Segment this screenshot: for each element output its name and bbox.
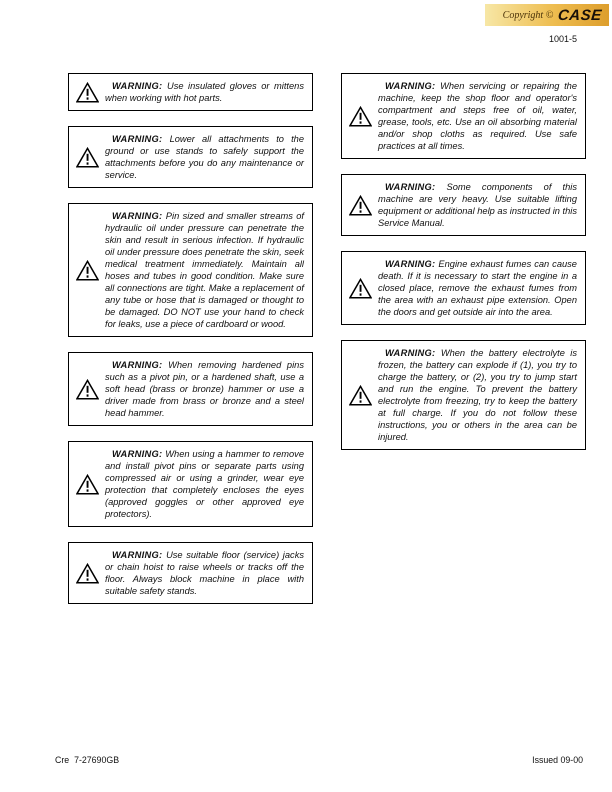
warning-box	[341, 73, 586, 159]
warning-text	[378, 347, 577, 443]
warning-text	[105, 549, 304, 597]
warning-body: Lower all attachments to the ground or use stands to safely support the attachments before you do any maintenance or service.	[105, 134, 304, 180]
warning-text	[105, 448, 304, 520]
warning-box	[68, 352, 313, 426]
warning-triangle-icon	[75, 147, 99, 168]
warning-body: Use suitable floor (service) jacks or chain hoist to raise wheels or tracks off the floor. Always block machine in place with suitable safety stands.	[105, 550, 304, 596]
warning-text	[105, 80, 304, 104]
warning-body: Pin sized and smaller streams of hydraulic oil under pressure can penetrate the skin and result in serious infection. If hydraulic oil under pressure does penetrate the skin, seek medical treatment immediately. Maintain all hoses and tubes in good condition. Make sure all connections are tight. Make a replacement of any tube or hose that is damaged or thought to be damaged. DO NOT use your hand to check for leaks, use a piece of cardboard or wood.	[105, 211, 304, 329]
warning-triangle-icon	[75, 379, 99, 400]
warning-triangle-icon	[75, 82, 99, 103]
warning-column-left	[68, 73, 313, 619]
warning-box	[68, 203, 313, 337]
warning-label: WARNING:	[112, 134, 163, 144]
footer-issued-date: Issued 09-00	[532, 755, 583, 765]
warning-body: Use insulated gloves or mittens when working with hot parts.	[105, 81, 304, 103]
warning-body: When the battery electrolyte is frozen, the battery can explode if (1), you try to charge the battery, or (2), you try to jump start and run the engine. To prevent the battery electrolyte from freezing, try to keep the battery at full charge. If you do not follow these instructions, you or others in the area can be injured.	[378, 348, 577, 442]
warning-body: Some components of this machine are very heavy. Use suitable lifting equipment or additional help as instructed in this Service Manual.	[378, 182, 577, 228]
warning-triangle-icon	[75, 563, 99, 584]
warning-body: When removing hardened pins such as a pivot pin, or a hardened shaft, use a soft head (brass or bronze) hammer or use a driver made from brass or bronze and a steel head hammer.	[105, 360, 304, 418]
warning-box	[68, 542, 313, 604]
footer-form-number: Cre 7-27690GB	[55, 755, 120, 765]
warning-label: WARNING:	[112, 81, 163, 91]
warning-text	[378, 80, 577, 152]
copyright-banner	[485, 4, 609, 26]
warning-body: Engine exhaust fumes can cause death. If it is necessary to start the engine in a closed place, remove the exhaust fumes from the area with an exhaust pipe extension. Open the doors and get outside air into the area.	[378, 259, 577, 317]
warning-text	[378, 258, 577, 318]
warning-label: WARNING:	[112, 360, 163, 370]
warning-column-right	[341, 73, 586, 465]
warning-text	[378, 181, 577, 229]
warning-label: WARNING:	[112, 550, 163, 560]
warning-triangle-icon	[75, 260, 99, 281]
warning-label: WARNING:	[385, 182, 436, 192]
warning-text	[105, 210, 304, 330]
warning-text	[105, 359, 304, 419]
case-logo: CASE	[557, 6, 603, 24]
warning-box	[68, 441, 313, 527]
warning-box	[341, 174, 586, 236]
warning-box	[341, 340, 586, 450]
warning-label: WARNING:	[112, 449, 163, 459]
warning-box	[341, 251, 586, 325]
warning-body: When servicing or repairing the machine, keep the shop floor and operator's compartment and steps free of oil, water, grease, tools, etc. Use an oil absorbing material and/or shop cloths as required. Use safe practices at all times.	[378, 81, 577, 151]
warning-triangle-icon	[75, 474, 99, 495]
warning-label: WARNING:	[385, 259, 436, 269]
warning-label: WARNING:	[385, 348, 436, 358]
warning-body: When using a hammer to remove and install pivot pins or separate parts using compressed air or using a grinder, wear eye protection that completely encloses the eyes (approved goggles or other approved eye protectors).	[105, 449, 304, 519]
warning-box	[68, 126, 313, 188]
warning-label: WARNING:	[385, 81, 436, 91]
warning-box	[68, 73, 313, 111]
page-footer	[55, 755, 583, 765]
page-number: 1001-5	[548, 34, 577, 44]
warning-label: WARNING:	[112, 211, 163, 221]
warning-triangle-icon	[348, 195, 372, 216]
warning-triangle-icon	[348, 106, 372, 127]
warning-text	[105, 133, 304, 181]
warning-triangle-icon	[348, 385, 372, 406]
warning-triangle-icon	[348, 278, 372, 299]
copyright-text: Copyright ©	[502, 9, 554, 21]
